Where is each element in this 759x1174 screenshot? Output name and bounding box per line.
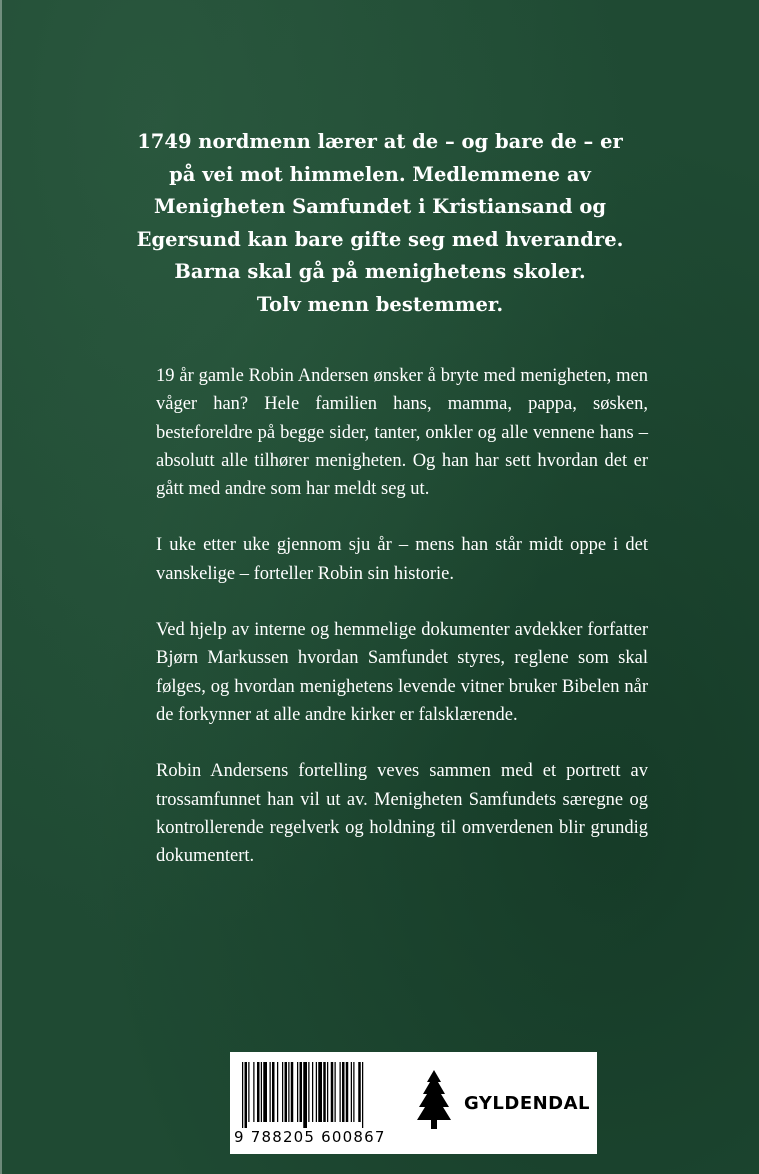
lead-line: Menigheten Samfundet i Kristiansand og [154,195,606,218]
isbn-number: 9 788205 600867 [234,1128,386,1146]
lead-line: Egersund kan bare gifte seg med hverandre. [136,227,624,251]
blurb-paragraph: Robin Andersens fortelling veves sammen med et portrett av trossamfunnet han vil ut av. Menigheten Samfundets særegne og kontrollerende regelverk og holdning til omverdenen blir grundig dokumentert. [156,761,648,867]
blurb-paragraph: Ved hjelp av interne og hemmelige dokumenter avdekker forfatter Bjørn Markussen hvordan Samfundet styres, reglene som skal følges, og hvordan menighetens levende vitner bruker Bibelen når de forkynner at alle andre kirker er falsklærende. [156,620,648,725]
lead-line: Barna skal gå på menighetens skoler. [174,260,586,283]
publisher-name: GYLDENDAL [464,1093,591,1114]
tree-icon [414,1066,454,1136]
blurb-paragraph: 19 år gamle Robin Andersen ønsker å bryte med menigheten, men våger han? Hele familien hans, mamma, pappa, søsken, besteforeldre på begge sider, tanter, onkler og alle vennene hans – absolutt alle tilhører menigheten. Og han har sett hvordan det er gått med andre som har meldt seg ut. [156,366,648,500]
lead-line: 1749 nordmenn lærer at de – og bare de – er [137,130,623,153]
barcode-icon [240,1062,410,1128]
lead-line: Tolv menn bestemmer. [256,292,504,316]
lead-line: på vei mot himmelen. Medlemmene av [169,162,591,186]
blurb-paragraph: I uke etter uke gjennom sju år – mens han står midt oppe i det vanskelige – forteller Robin sin historie. [156,535,648,584]
blurb-body [156,362,648,898]
lead-text [110,126,650,321]
publisher-logo [414,1066,592,1136]
barcode-label [230,1052,597,1154]
spine-edge [0,0,2,1174]
